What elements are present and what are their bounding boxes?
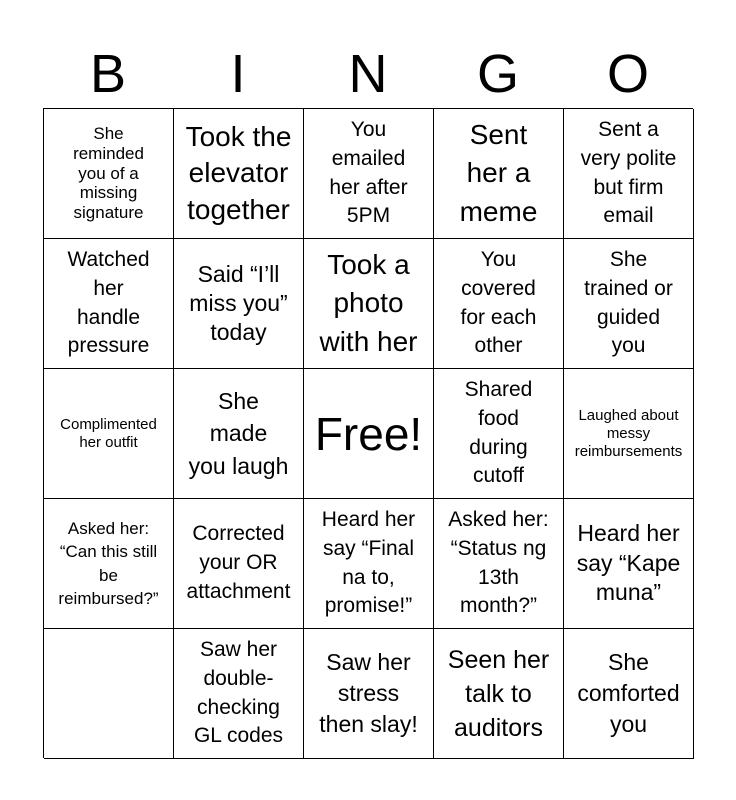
header-letter-n: N xyxy=(348,44,388,104)
bingo-header xyxy=(43,40,693,108)
bingo-cell[interactable] xyxy=(304,499,434,629)
bingo-cell[interactable] xyxy=(564,369,694,499)
cell-text: You emailed her after 5PM xyxy=(329,117,408,228)
bingo-cell[interactable] xyxy=(434,629,564,759)
bingo-cell[interactable] xyxy=(434,369,564,499)
bingo-cell[interactable] xyxy=(304,239,434,369)
cell-text: Shared food during cutoff xyxy=(464,377,533,488)
bingo-cell[interactable] xyxy=(564,629,694,759)
cell-text: Sent her a meme xyxy=(459,118,538,227)
free-space[interactable] xyxy=(304,369,434,499)
cell-text: She reminded you of a missing signature xyxy=(73,123,144,223)
bingo-cell[interactable] xyxy=(44,369,174,499)
header-letter-b: B xyxy=(89,44,127,104)
bingo-cell[interactable] xyxy=(44,109,174,239)
cell-text: Asked her: “Status ng 13th month?” xyxy=(448,507,549,618)
cell-text: Sent a very polite but firm email xyxy=(580,117,677,228)
bingo-cell[interactable] xyxy=(564,499,694,629)
bingo-cell-empty[interactable] xyxy=(44,629,174,759)
bingo-cell[interactable] xyxy=(434,499,564,629)
cell-text: She made you laugh xyxy=(188,388,289,479)
bingo-cell[interactable] xyxy=(174,109,304,239)
cell-text: Took the elevator together xyxy=(185,120,292,225)
cell-text: You covered for each other xyxy=(460,247,537,358)
bingo-cell[interactable] xyxy=(304,109,434,239)
cell-text: Took a photo with her xyxy=(319,248,418,357)
bingo-cell[interactable] xyxy=(564,109,694,239)
header-letter-g: G xyxy=(476,44,519,104)
bingo-grid xyxy=(43,108,693,758)
bingo-cell[interactable] xyxy=(304,629,434,759)
bingo-cell[interactable] xyxy=(174,499,304,629)
bingo-cell[interactable] xyxy=(564,239,694,369)
header-letter-o: O xyxy=(606,44,649,104)
cell-text: Saw her double- checking GL codes xyxy=(193,637,284,748)
cell-text: She trained or guided you xyxy=(584,247,673,358)
cell-text: Heard her say “Kape muna” xyxy=(576,520,681,606)
cell-text: Complimented her outfit xyxy=(60,415,157,451)
bingo-cell[interactable] xyxy=(174,629,304,759)
header-letter-i: I xyxy=(230,44,246,104)
cell-text: Watched her handle pressure xyxy=(67,247,150,358)
cell-text: Seen her talk to auditors xyxy=(447,645,550,742)
cell-text: Asked her: “Can this still be reimbursed?” xyxy=(58,518,159,608)
free-space-text: Free! xyxy=(314,407,423,460)
bingo-cell[interactable] xyxy=(44,239,174,369)
bingo-cell[interactable] xyxy=(44,499,174,629)
cell-text: Corrected your OR attachment xyxy=(186,522,291,603)
bingo-cell[interactable] xyxy=(434,239,564,369)
cell-text: Saw her stress then slay! xyxy=(319,648,418,738)
cell-text: Laughed about messy reimbursements xyxy=(574,406,683,460)
bingo-cell[interactable] xyxy=(174,239,304,369)
cell-text: She comforted you xyxy=(577,648,680,738)
cell-text: Said “I’ll miss you” today xyxy=(189,261,288,345)
bingo-cell[interactable] xyxy=(434,109,564,239)
bingo-cell[interactable] xyxy=(174,369,304,499)
cell-text: Heard her say “Final na to, promise!” xyxy=(321,507,416,618)
